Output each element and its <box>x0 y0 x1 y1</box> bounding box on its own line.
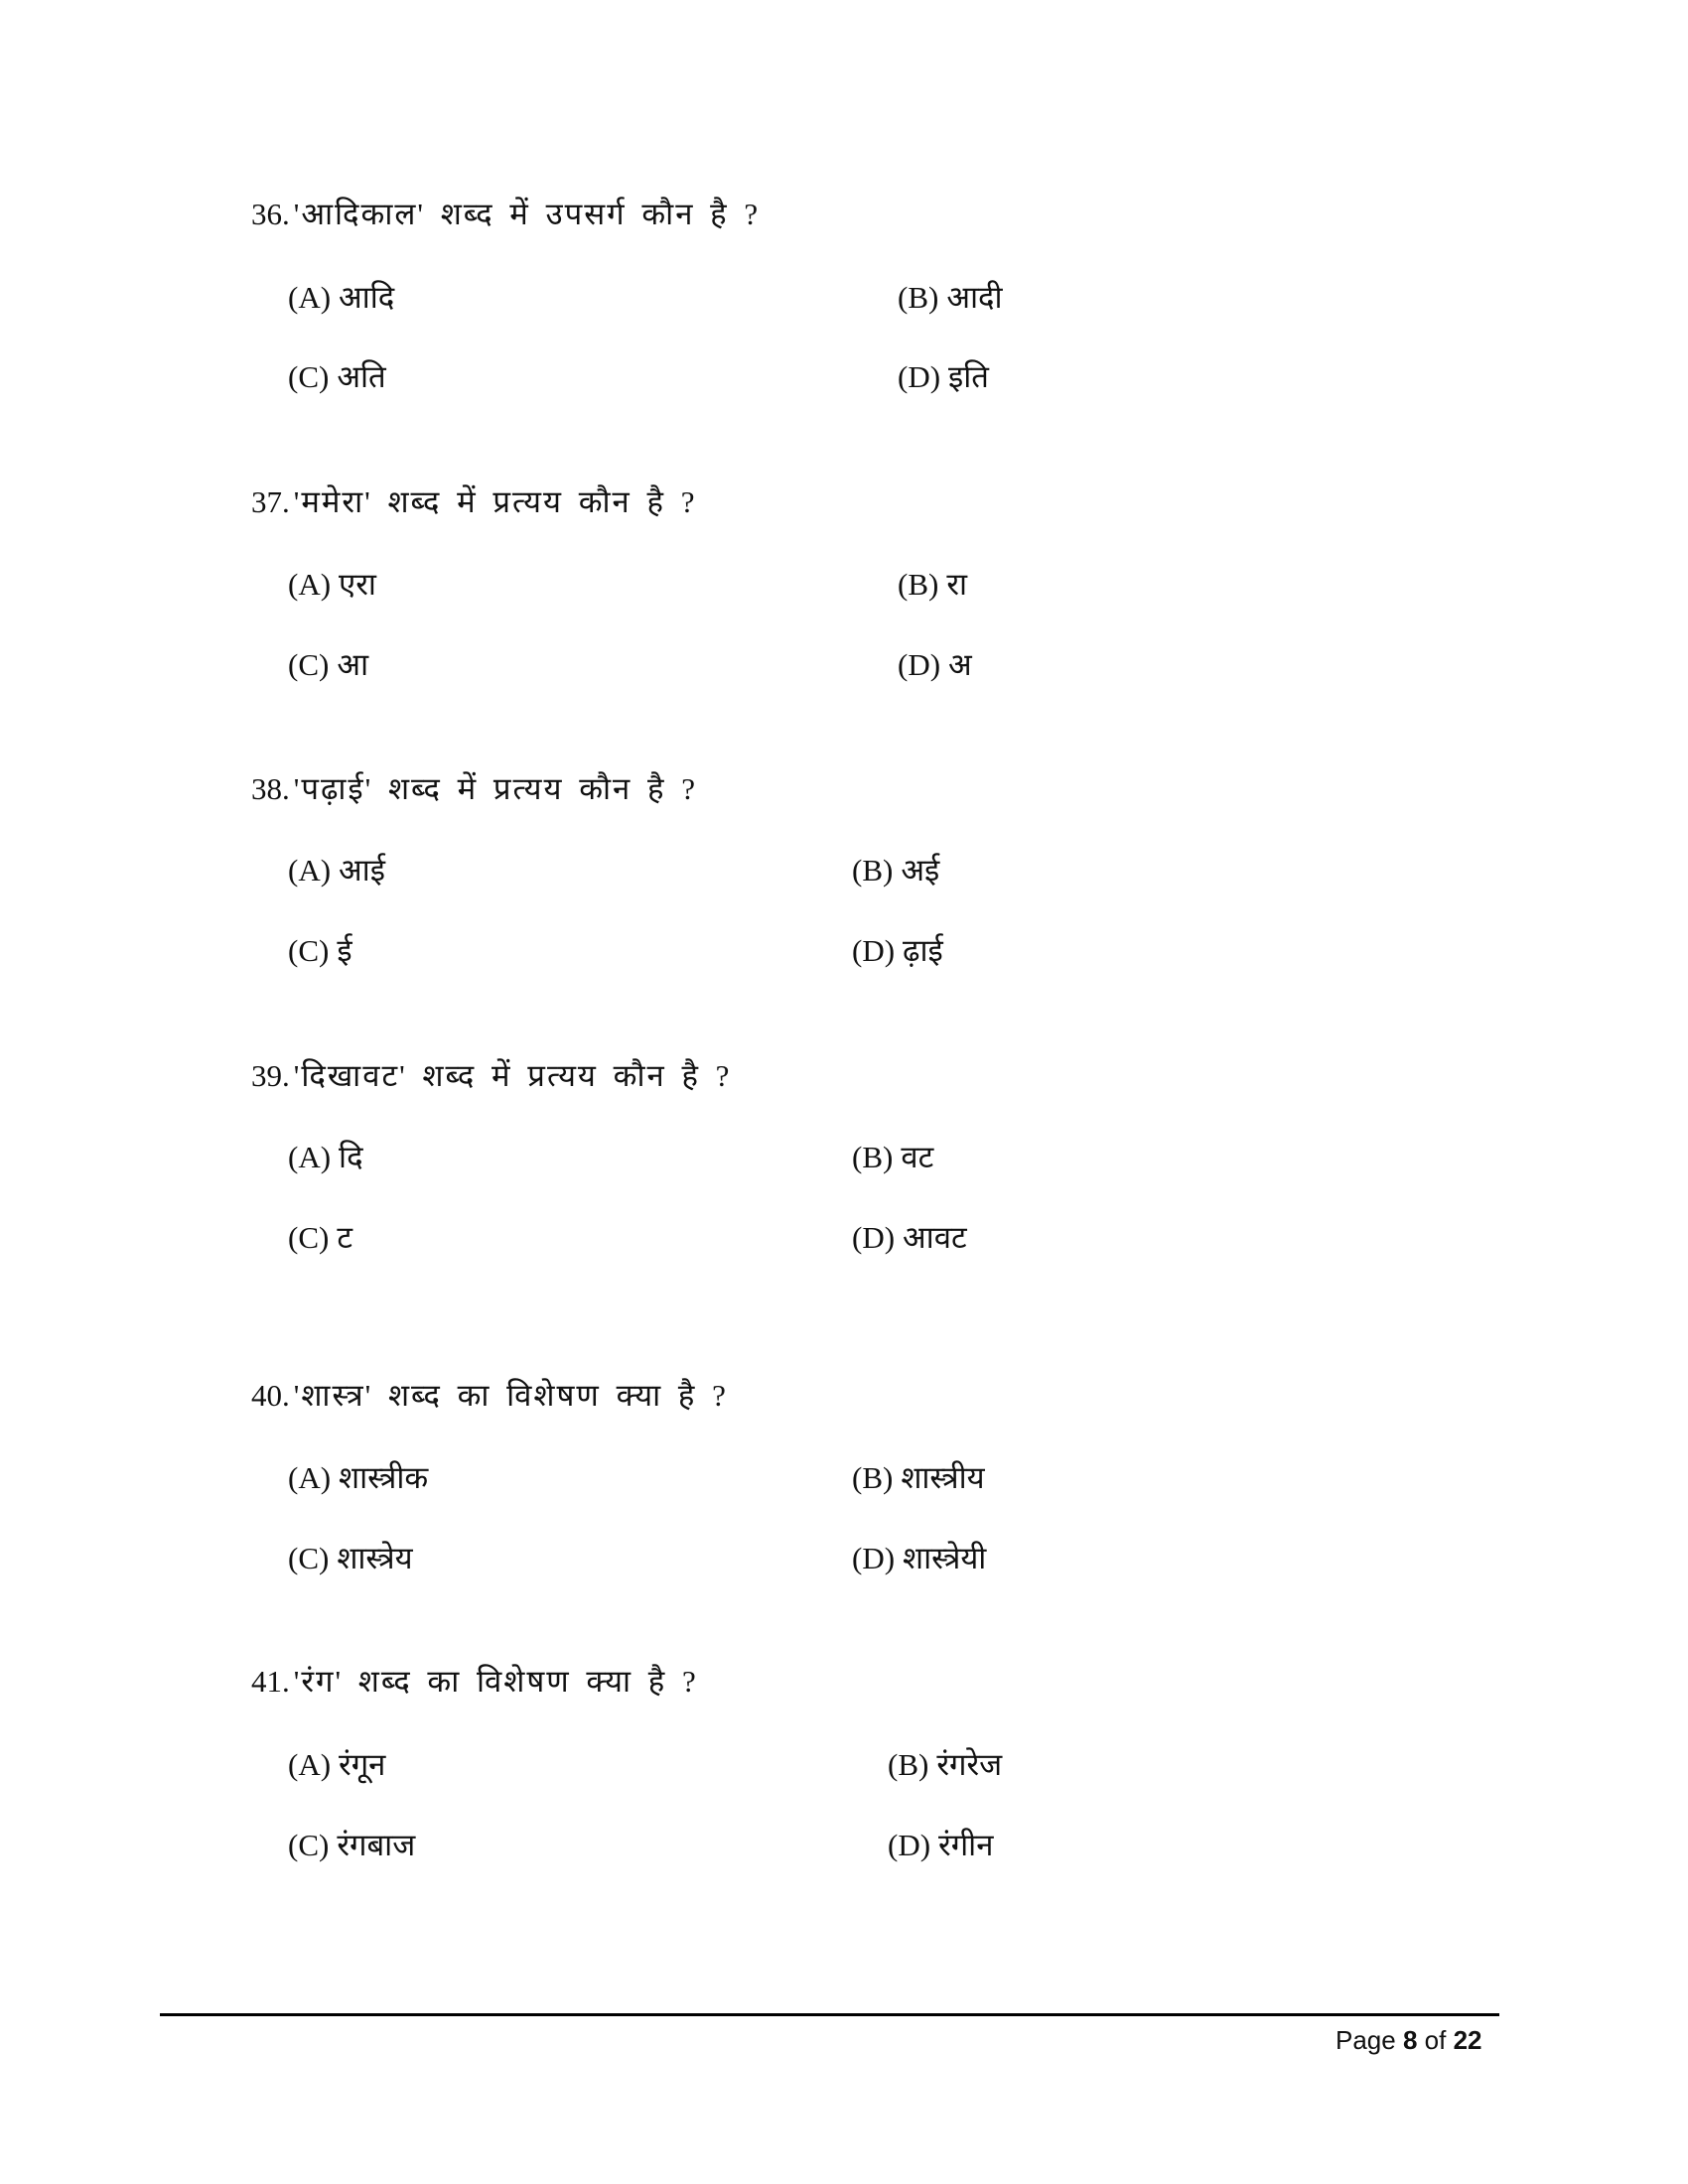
question-text: 'दिखावट' शब्द में प्रत्यय कौन है ? <box>293 1058 732 1093</box>
option-text: ढ़ाई <box>903 933 943 968</box>
option-c <box>288 1222 352 1253</box>
option-b <box>888 1749 1002 1780</box>
option-label: (B) <box>898 567 939 602</box>
option-b <box>852 855 939 886</box>
option-label: (C) <box>288 647 330 682</box>
question-text: 'रंग' शब्द का विशेषण क्या है ? <box>293 1664 698 1699</box>
option-b <box>852 1462 985 1493</box>
option-b <box>852 1142 933 1172</box>
option-label: (A) <box>288 1747 332 1782</box>
option-a <box>288 569 376 600</box>
option-b <box>898 282 1003 313</box>
option-label: (B) <box>852 1140 894 1174</box>
option-text: शास्त्रेयी <box>903 1541 987 1575</box>
option-text: आदी <box>946 280 1003 315</box>
question-39 <box>251 1060 731 1091</box>
total-pages: 22 <box>1453 2025 1482 2055</box>
question-number: 39. <box>251 1058 290 1093</box>
option-text: रा <box>946 567 968 602</box>
question-text: 'आदिकाल' शब्द में उपसर्ग कौन है ? <box>293 197 761 231</box>
question-36 <box>251 199 760 229</box>
option-text: रंगरेज <box>936 1747 1003 1782</box>
option-text: अ <box>948 647 972 682</box>
question-number: 36. <box>251 197 290 231</box>
option-label: (C) <box>288 933 330 968</box>
option-text: ई <box>337 933 352 968</box>
option-c <box>288 361 386 392</box>
question-38 <box>251 773 697 804</box>
option-text: शास्त्रेय <box>337 1541 413 1575</box>
option-c <box>288 649 368 680</box>
option-label: (C) <box>288 359 330 394</box>
option-c <box>288 1543 413 1573</box>
question-text: 'शास्त्र' शब्द का विशेषण क्या है ? <box>293 1378 728 1413</box>
option-d <box>852 1222 967 1253</box>
option-label: (D) <box>898 359 941 394</box>
option-label: (D) <box>852 1541 896 1575</box>
option-label: (A) <box>288 853 332 887</box>
option-text: रंगीन <box>938 1828 994 1862</box>
option-text: रंगबाज <box>337 1828 416 1862</box>
option-text: आ <box>337 647 369 682</box>
option-text: आदि <box>339 280 395 315</box>
option-label: (A) <box>288 567 332 602</box>
option-a <box>288 282 394 313</box>
option-label: (A) <box>288 1460 332 1495</box>
option-label: (B) <box>852 1460 894 1495</box>
option-label: (B) <box>898 280 939 315</box>
question-number: 41. <box>251 1664 290 1699</box>
option-label: (C) <box>288 1220 330 1255</box>
page-word: Page <box>1336 2025 1396 2055</box>
option-text: आवट <box>903 1220 967 1255</box>
option-text: शास्त्रीय <box>901 1460 985 1495</box>
option-text: रंगून <box>339 1747 386 1782</box>
option-text: शास्त्रीक <box>339 1460 429 1495</box>
option-label: (D) <box>898 647 941 682</box>
option-d <box>888 1830 993 1860</box>
question-40 <box>251 1380 728 1411</box>
option-text: एरा <box>339 567 376 602</box>
option-text: वट <box>901 1140 934 1174</box>
option-label: (D) <box>852 933 896 968</box>
option-a <box>288 1749 385 1780</box>
option-a <box>288 855 385 886</box>
option-b <box>898 569 967 600</box>
option-d <box>852 1543 986 1573</box>
option-text: दि <box>339 1140 363 1174</box>
option-text: इति <box>948 359 989 394</box>
option-a <box>288 1462 428 1493</box>
current-page: 8 <box>1402 2025 1418 2055</box>
option-label: (C) <box>288 1828 330 1862</box>
option-text: आई <box>339 853 385 887</box>
option-c <box>288 1830 415 1860</box>
of-word: of <box>1424 2025 1447 2055</box>
option-text: अति <box>337 359 386 394</box>
option-label: (C) <box>288 1541 330 1575</box>
question-text: 'पढ़ाई' शब्द में प्रत्यय कौन है ? <box>293 771 697 806</box>
option-c <box>288 935 352 966</box>
option-label: (B) <box>888 1747 929 1782</box>
question-number: 40. <box>251 1378 290 1413</box>
option-label: (B) <box>852 853 894 887</box>
option-text: ट <box>337 1220 352 1255</box>
option-a <box>288 1142 363 1172</box>
question-number: 37. <box>251 484 290 519</box>
option-label: (D) <box>852 1220 896 1255</box>
option-label: (A) <box>288 280 332 315</box>
page-indicator <box>1336 2025 1482 2056</box>
option-label: (A) <box>288 1140 332 1174</box>
question-41 <box>251 1666 698 1697</box>
question-text: 'ममेरा' शब्द में प्रत्यय कौन है ? <box>293 484 697 519</box>
question-37 <box>251 486 696 517</box>
footer-rule <box>160 2013 1499 2016</box>
option-d <box>852 935 943 966</box>
option-text: अई <box>901 853 940 887</box>
option-label: (D) <box>888 1828 931 1862</box>
option-d <box>898 649 972 680</box>
option-d <box>898 361 989 392</box>
question-number: 38. <box>251 771 290 806</box>
